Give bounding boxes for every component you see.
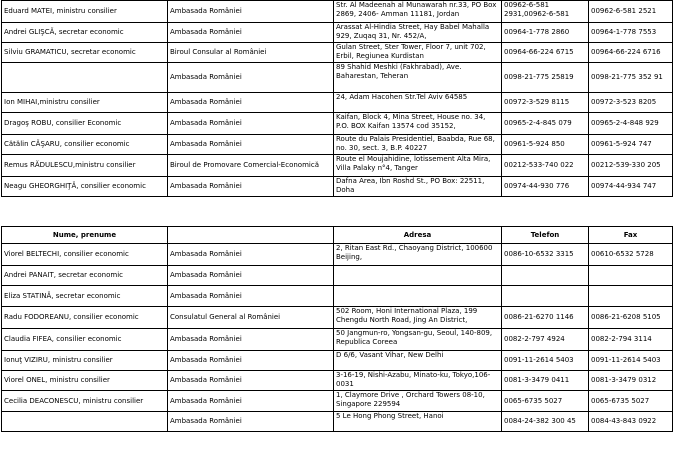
cell-phone: 00961-5-924 850 (502, 135, 589, 155)
cell-institution: Ambasada României (168, 329, 334, 351)
cell-fax: 00961-5-924 747 (589, 135, 673, 155)
cell-phone: 0065-6735 5027 (502, 391, 589, 412)
table-row (2, 63, 673, 93)
cell-phone (502, 286, 589, 307)
cell-name: Silviu GRAMATICU, secretar economic (2, 43, 168, 63)
cell-fax: 00972-3-523 8205 (589, 93, 673, 113)
table-row (2, 329, 673, 351)
header-address: Adresa (334, 227, 502, 244)
cell-name: Claudia FIFEA, consilier economic (2, 329, 168, 351)
cell-address (334, 266, 502, 286)
cell-institution: Ambasada României (168, 93, 334, 113)
table-row (2, 155, 673, 177)
cell-fax (589, 286, 673, 307)
cell-institution: Ambasada României (168, 412, 334, 432)
cell-institution: Ambasada României (168, 286, 334, 307)
cell-name: Ionuţ VIZIRU, ministru consilier (2, 351, 168, 371)
cell-phone: 0081-3-3479 0411 (502, 371, 589, 391)
cell-address: 2, Ritan East Rd., Chaoyang District, 100600 Beijing, (334, 244, 502, 266)
cell-fax: 00964-1-778 7553 (589, 23, 673, 43)
cell-name: Eliza STATINĂ, secretar economic (2, 286, 168, 307)
cell-name: Andrei GLIŞCĂ, secretar economic (2, 23, 168, 43)
cell-fax (589, 266, 673, 286)
cell-institution: Ambasada României (168, 391, 334, 412)
table-row (2, 177, 673, 197)
cell-address: 5 Le Hong Phong Street, Hanoi (334, 412, 502, 432)
cell-name: Viorel ONEL, ministru consilier (2, 371, 168, 391)
cell-fax: 00610-6532 5728 (589, 244, 673, 266)
cell-fax: 00964-66-224 6716 (589, 43, 673, 63)
table-row (2, 43, 673, 63)
table-header-row (2, 227, 673, 244)
cell-address: Route du Palais Presidentiel, Baabda, Rue 68, no. 30, sect. 3, B.P. 40227 (334, 135, 502, 155)
cell-phone (502, 266, 589, 286)
cell-phone: 0091-11-2614 5403 (502, 351, 589, 371)
cell-address: 89 Shahid Meshki (Fakhrabad), Ave. Baharestan, Teheran (334, 63, 502, 93)
cell-name (2, 63, 168, 93)
cell-fax: 0086-21-6208 5105 (589, 307, 673, 329)
embassy-table-asia (1, 226, 673, 432)
cell-name: Viorel BELTECHI, consilier economic (2, 244, 168, 266)
table-row (2, 307, 673, 329)
cell-name (2, 412, 168, 432)
cell-address: Arassat Al-Hindia Street, Hay Babel Mahalla 929, Zuqaq 31, Nr. 452/A, (334, 23, 502, 43)
cell-institution: Ambasada României (168, 177, 334, 197)
cell-name: Cătălin CĂŞARU, consilier economic (2, 135, 168, 155)
cell-name: Eduard MATEI, ministru consilier (2, 1, 168, 23)
cell-fax: 00962-6-581 2521 (589, 1, 673, 23)
cell-name: Neagu GHEORGHIŢĂ, consilier economic (2, 177, 168, 197)
cell-fax: 0082-2-794 3114 (589, 329, 673, 351)
cell-fax: 0065-6735 5027 (589, 391, 673, 412)
cell-address: D 6/6, Vasant Vihar, New Delhi (334, 351, 502, 371)
cell-name: Cecilia DEACONESCU, ministru consilier (2, 391, 168, 412)
table-row (2, 135, 673, 155)
cell-fax: 00212-539-330 205 (589, 155, 673, 177)
cell-institution: Consulatul General al României (168, 307, 334, 329)
cell-fax: 0081-3-3479 0312 (589, 371, 673, 391)
cell-address: Dafna Area, Ibn Roshd St., PO Box: 22511, Doha (334, 177, 502, 197)
cell-institution: Ambasada României (168, 113, 334, 135)
cell-address (334, 286, 502, 307)
cell-fax: 0084-43-843 0922 (589, 412, 673, 432)
cell-institution: Ambasada României (168, 135, 334, 155)
table-row (2, 23, 673, 43)
cell-phone: 00964-66-224 6715 (502, 43, 589, 63)
header-institution (168, 227, 334, 244)
cell-name: Dragoş ROBU, consilier Economic (2, 113, 168, 135)
cell-institution: Ambasada României (168, 1, 334, 23)
cell-institution: Ambasada României (168, 63, 334, 93)
cell-name: Ion MIHAI,ministru consilier (2, 93, 168, 113)
cell-address: 3-16-19, Nishi-Azabu, Minato-ku, Tokyo,106-0031 (334, 371, 502, 391)
table-row (2, 371, 673, 391)
table-row (2, 351, 673, 371)
cell-phone: 00962-6-581 2931,00962-6-581 (502, 1, 589, 23)
cell-address: 502 Room, Honi International Plaza, 199 Chengdu North Road, Jing An District, (334, 307, 502, 329)
cell-name: Radu FODOREANU, consilier economic (2, 307, 168, 329)
embassy-table-middle-east (1, 0, 673, 197)
cell-name: Andrei PANAIT, secretar economic (2, 266, 168, 286)
cell-institution: Ambasada României (168, 244, 334, 266)
cell-phone: 0086-10-6532 3315 (502, 244, 589, 266)
cell-institution: Biroul Consular al României (168, 43, 334, 63)
cell-fax: 00965-2-4-848 929 (589, 113, 673, 135)
cell-phone: 00974-44-930 776 (502, 177, 589, 197)
cell-phone: 00972-3-529 8115 (502, 93, 589, 113)
cell-institution: Ambasada României (168, 371, 334, 391)
cell-phone: 0084-24-382 300 45 (502, 412, 589, 432)
cell-phone: 0082-2-797 4924 (502, 329, 589, 351)
table-row (2, 266, 673, 286)
cell-fax: 0091-11-2614 5403 (589, 351, 673, 371)
table-row (2, 93, 673, 113)
cell-address: 24, Adam Hacohen Str.Tel Aviv 64585 (334, 93, 502, 113)
cell-phone: 00212-533-740 022 (502, 155, 589, 177)
cell-address: Route el Moujahidine, lotissement Alta Mira, Villa Palaky n°4, Tanger (334, 155, 502, 177)
table-row (2, 244, 673, 266)
cell-address: 50 Jangmun-ro, Yongsan-gu, Seoul, 140-809, Republica Coreea (334, 329, 502, 351)
cell-address: Kaifan, Block 4, Mina Street, House no. 34, P.O. BOX Kaifan 13574 cod 35152, (334, 113, 502, 135)
cell-institution: Ambasada României (168, 23, 334, 43)
cell-institution: Ambasada României (168, 266, 334, 286)
cell-phone: 0086-21-6270 1146 (502, 307, 589, 329)
cell-phone: 00964-1-778 2860 (502, 23, 589, 43)
table-row (2, 412, 673, 432)
table-row (2, 1, 673, 23)
cell-name: Remus RĂDULESCU,ministru consilier (2, 155, 168, 177)
cell-address: Gulan Street, Ster Tower, Floor 7, unit 702, Erbil, Regiunea Kurdistan (334, 43, 502, 63)
table-row (2, 286, 673, 307)
header-name: Nume, prenume (2, 227, 168, 244)
cell-phone: 00965-2-4-845 079 (502, 113, 589, 135)
cell-institution: Biroul de Promovare Comercial-Economică (168, 155, 334, 177)
table-row (2, 113, 673, 135)
table-row (2, 391, 673, 412)
header-phone: Telefon (502, 227, 589, 244)
cell-address: Str. Al Madeenah al Munawarah nr.33, PO Box 2869, 2406- Amman 11181, Jordan (334, 1, 502, 23)
cell-institution: Ambasada României (168, 351, 334, 371)
cell-phone: 0098-21-775 25819 (502, 63, 589, 93)
header-fax: Fax (589, 227, 673, 244)
cell-address: 1, Claymore Drive , Orchard Towers 08-10, Singapore 229594 (334, 391, 502, 412)
cell-fax: 0098-21-775 352 91 (589, 63, 673, 93)
cell-fax: 00974-44-934 747 (589, 177, 673, 197)
